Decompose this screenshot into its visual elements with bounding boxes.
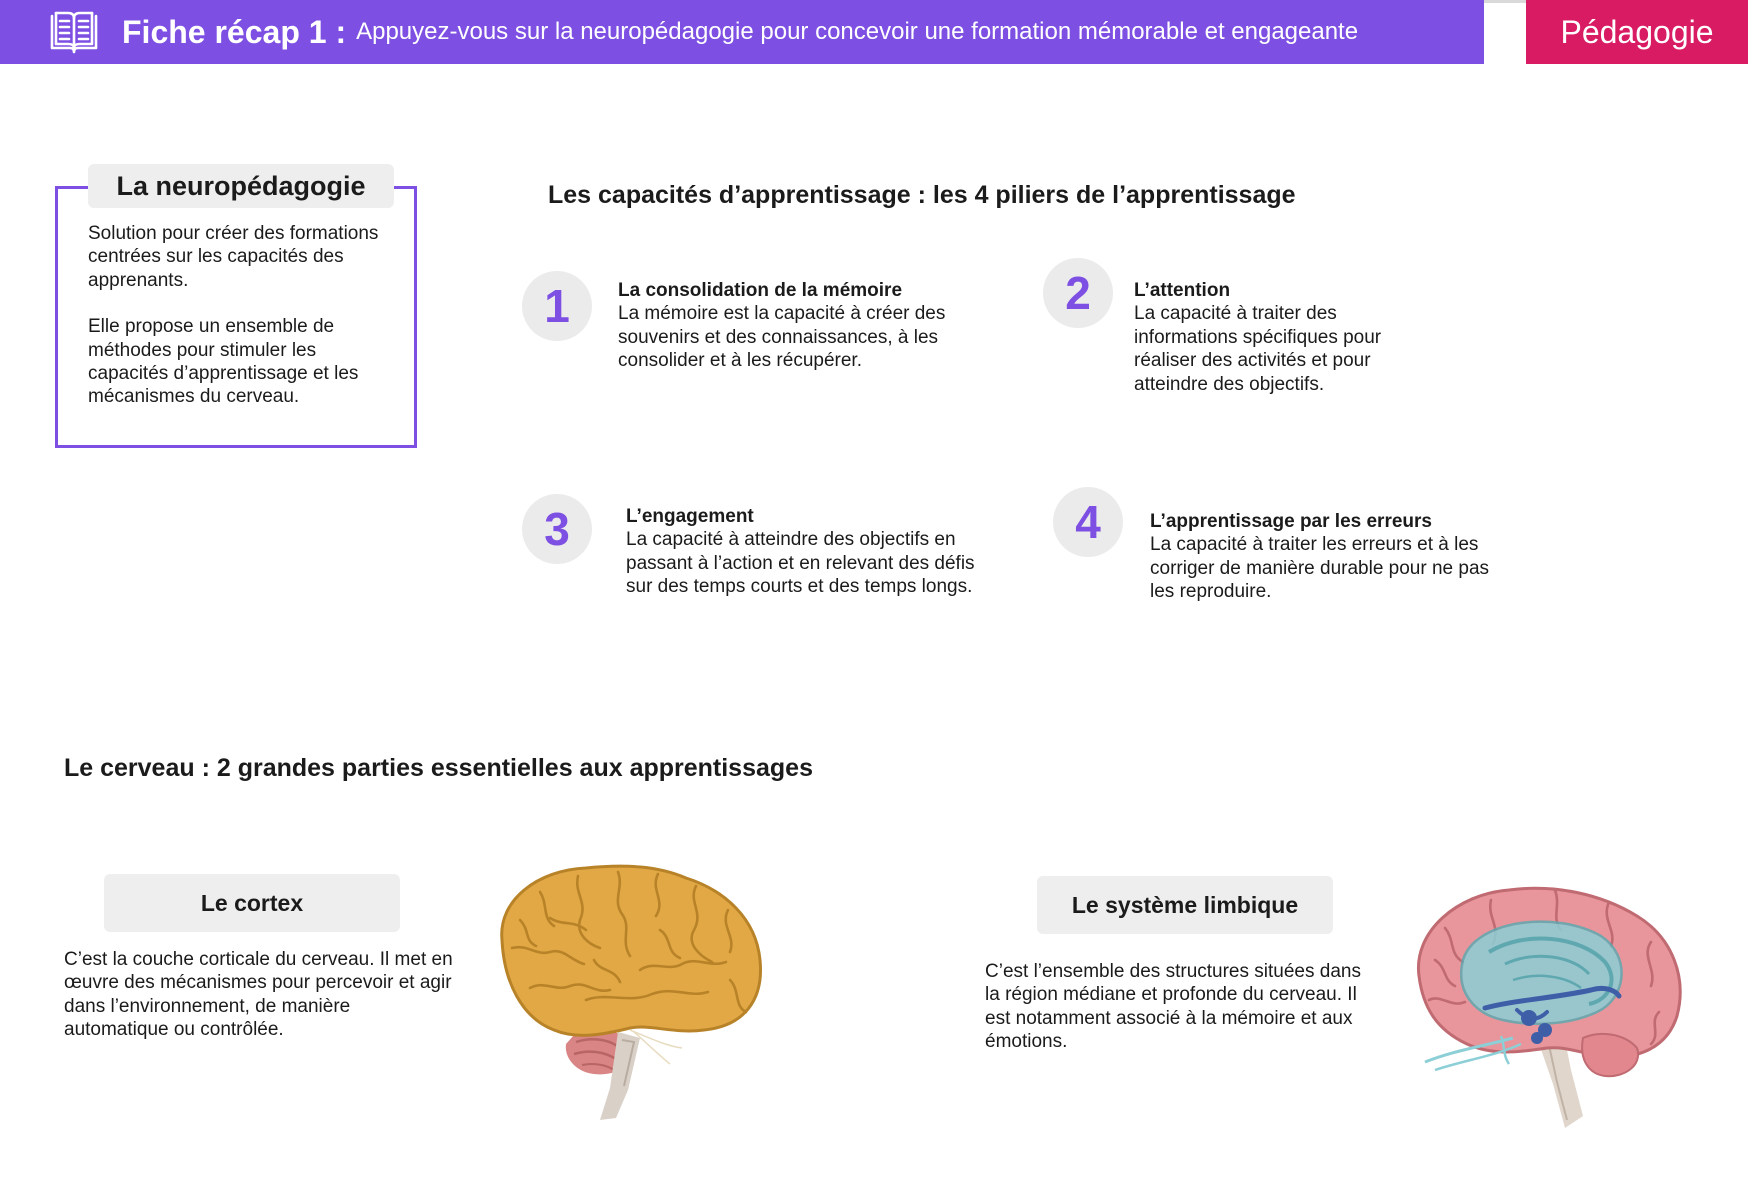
open-book-icon xyxy=(48,10,100,54)
intro-paragraph: Elle propose un ensemble de méthodes pour stimuler les capacités d’apprentissage et les mécanismes du cerveau. xyxy=(88,316,359,408)
intro-title: La neuropédagogie xyxy=(88,164,394,208)
pillar-title: L’attention xyxy=(1134,280,1231,301)
header-title-subtitle: Appuyez-vous sur la neuropédagogie pour concevoir une formation mémorable et engageante xyxy=(356,18,1359,45)
pillar-number-2: 2 xyxy=(1043,258,1113,328)
pillar-title: L’apprentissage par les erreurs xyxy=(1150,511,1432,532)
header-bar xyxy=(0,0,1484,64)
pillar-number-4: 4 xyxy=(1053,487,1123,557)
pillar-title: La consolidation de la mémoire xyxy=(618,280,903,301)
cortex-brain-illustration xyxy=(490,860,770,1130)
pillar-title: L’engagement xyxy=(626,506,754,527)
intro-paragraph: Solution pour créer des formations centrées sur les capacités des apprenants. xyxy=(88,223,379,291)
brain-section-title: Le cerveau : 2 grandes parties essentielles aux apprentissages xyxy=(64,754,813,782)
pillar-number-1: 1 xyxy=(522,271,592,341)
pillar-4 xyxy=(1150,510,1490,604)
header-title-bold: Fiche récap 1 : xyxy=(122,13,347,50)
intro-text xyxy=(88,222,384,409)
cortex-description: C’est la couche corticale du cerveau. Il met en œuvre des mécanismes pour percevoir et agir dans l’environnement, de manière automatique ou contrôlée. xyxy=(64,949,453,1041)
pillar-description: La mémoire est la capacité à créer des souvenirs et des connaissances, à les consolider et à les récupérer. xyxy=(618,303,946,372)
header-title xyxy=(122,8,1358,56)
pillar-3 xyxy=(626,505,978,599)
pillar-2 xyxy=(1134,279,1444,396)
category-badge: Pédagogie xyxy=(1526,0,1748,64)
limbic-system-title: Le système limbique xyxy=(1037,876,1333,934)
cortex-title: Le cortex xyxy=(104,874,400,932)
pillar-description: La capacité à atteindre des objectifs en passant à l’action et en relevant des défis sur des temps courts et des temps longs. xyxy=(626,529,975,598)
pillars-section-title: Les capacités d’apprentissage : les 4 piliers de l’apprentissage xyxy=(548,181,1296,209)
limbic-system-brain-illustration xyxy=(1405,880,1695,1140)
pillar-1 xyxy=(618,279,978,373)
pillar-description: La capacité à traiter les erreurs et à les corriger de manière durable pour ne pas les reproduire. xyxy=(1150,534,1490,603)
limbic-system-description: C’est l’ensemble des structures situées dans la région médiane et profonde du cerveau. Il est notamment associé à la mémoire et aux émotions. xyxy=(985,961,1361,1053)
pillar-number-3: 3 xyxy=(522,494,592,564)
pillar-description: La capacité à traiter des informations spécifiques pour réaliser des activités et pour atteindre des objectifs. xyxy=(1134,303,1382,395)
